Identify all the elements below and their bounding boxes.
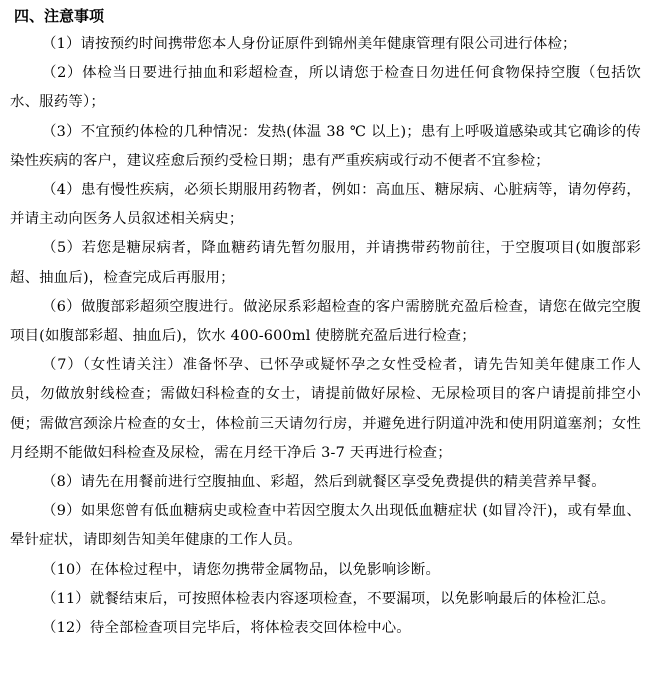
notice-item-1: （1）请按预约时间携带您本人身份证原件到锦州美年健康管理有限公司进行体检； — [42, 36, 577, 52]
section-heading: 四、注意事项 — [14, 7, 105, 25]
notice-item-9: （9）如果您曾有低血糖病史或检查中若因空腹太久出现低血糖症状 (如冒冷汗)，或有晕血、晕针症状，请即刻告知美年健康的工作人员。 — [10, 503, 641, 549]
notice-item-4: （4）患有慢性疾病，必须长期服用药物者，例如：高血压、糖尿病、心脏病等，请勿停药，并请主动向医务人员叙述相关病史； — [10, 182, 641, 228]
notice-item-3: （3）不宜预约体检的几种情况：发热(体温 38 ℃ 以上)；患有上呼吸道感染或其它确诊的传染性疾病的客户，建议痊愈后预约受检日期；患有严重疾病或行动不便者不宜参检； — [10, 123, 641, 169]
notice-item-2: （2）体检当日要进行抽血和彩超检查，所以请您于检查日勿进任何食物保持空腹（包括饮水、服药等）； — [10, 65, 641, 111]
notice-item-6: （6）做腹部彩超须空腹进行。做泌尿系彩超检查的客户需膀胱充盈后检查，请您在做完空腹项目(如腹部彩超、抽血后)，饮水 400-600ml 使膀胱充盈后进行检查； — [10, 298, 641, 345]
notice-item-5: （5）若您是糖尿病者，降血糖药请先暂勿服用，并请携带药物前往，于空腹项目(如腹部彩超、抽血后)，检查完成后再服用； — [10, 240, 641, 286]
notice-item-7: （7）（女性请关注）准备怀孕、已怀孕或疑怀孕之女性受检者，请先告知美年健康工作人员，勿做放射线检查；需做妇科检查的女士，请提前做好尿检、无尿检项目的客户请提前排空小便；需做宫颈涂片检查的女士，体检前三天请勿行房，并避免进行阴道冲洗和使用阴道塞剂；女性月经期不能做妇科检查及尿检，需在月经干净后 3-7 天再进行检查； — [10, 357, 641, 461]
notice-item-10: （10）在体检过程中，请您勿携带金属物品，以免影响诊断。 — [42, 561, 441, 578]
notice-item-11: （11）就餐结束后，可按照体检表内容逐项检查，不要漏项，以免影响最后的体检汇总。 — [42, 590, 616, 607]
notice-item-8: （8）请先在用餐前进行空腹抽血、彩超，然后到就餐区享受免费提供的精美营养早餐。 — [42, 474, 606, 491]
notice-item-12: （12）待全部检查项目完毕后，将体检表交回体检中心。 — [42, 620, 411, 637]
